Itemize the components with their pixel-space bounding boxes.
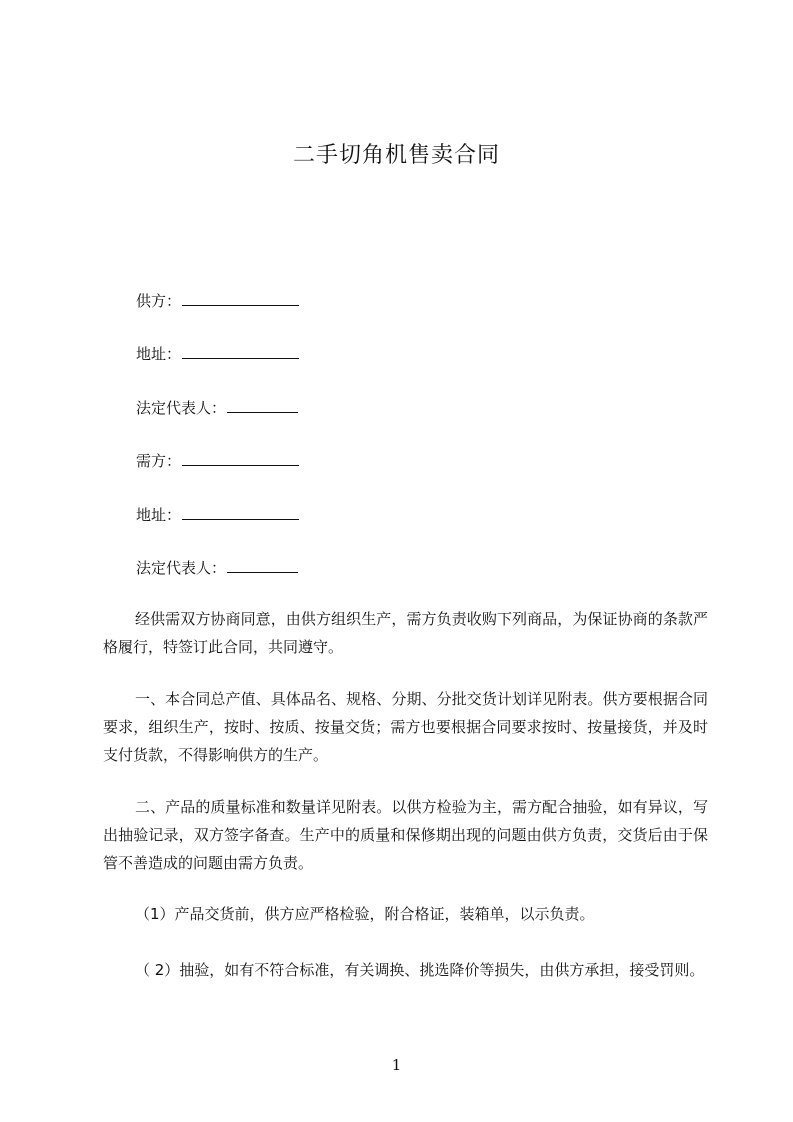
buyer-representative-field: [136, 557, 298, 579]
buyer-field: [136, 450, 299, 472]
clause-2-paragraph: 二、产品的质量标准和数量详见附表。以供方检验为主，需方配合抽验，如有异议，写出抽验记录，双方签字备查。生产中的质量和保修期出现的问题由供方负责，交货后由于保管不善造成的问题由需方负责。: [103, 798, 708, 872]
buyer-label: 需方：: [136, 452, 182, 470]
supplier-address-label: 地址：: [136, 345, 182, 363]
buyer-address-label: 地址：: [136, 506, 182, 524]
buyer-address-blank-line[interactable]: [182, 504, 299, 520]
supplier-representative-field: [136, 397, 298, 419]
clause-1-paragraph: 一、本合同总产值、具体品名、规格、分期、分批交货计划详见附表。供方要根据合同要求，组织生产，按时、按质、按量交货；需方也要根据合同要求按时、按量接货，并及时支付货款，不得影响供方的生产。: [103, 690, 708, 764]
buyer-blank-line[interactable]: [182, 450, 299, 466]
supplier-blank-line[interactable]: [182, 290, 299, 306]
supplier-address-field: [136, 343, 299, 365]
buyer-representative-label: 法定代表人：: [136, 559, 227, 577]
clause-2-item-2-paragraph: （ 2）抽验，如有不符合标准，有关调换、挑选降价等损失，由供方承担，接受罚则。: [135, 961, 705, 979]
page-number: 1: [391, 1056, 402, 1074]
document-title: 二手切角机售卖合同: [292, 143, 500, 168]
supplier-representative-label: 法定代表人：: [136, 399, 227, 417]
supplier-address-blank-line[interactable]: [182, 343, 299, 359]
intro-paragraph: 经供需双方协商同意，由供方组织生产，需方负责收购下列商品，为保证协商的条款严格履行，特签订此合同，共同遵守。: [103, 610, 708, 656]
buyer-representative-blank-line[interactable]: [227, 557, 298, 573]
supplier-label: 供方：: [136, 292, 182, 310]
buyer-address-field: [136, 504, 299, 526]
supplier-field: [136, 290, 299, 312]
clause-2-item-1-paragraph: （1）产品交货前，供方应严格检验，附合格证，装箱单，以示负责。: [135, 905, 595, 923]
supplier-representative-blank-line[interactable]: [227, 397, 298, 413]
